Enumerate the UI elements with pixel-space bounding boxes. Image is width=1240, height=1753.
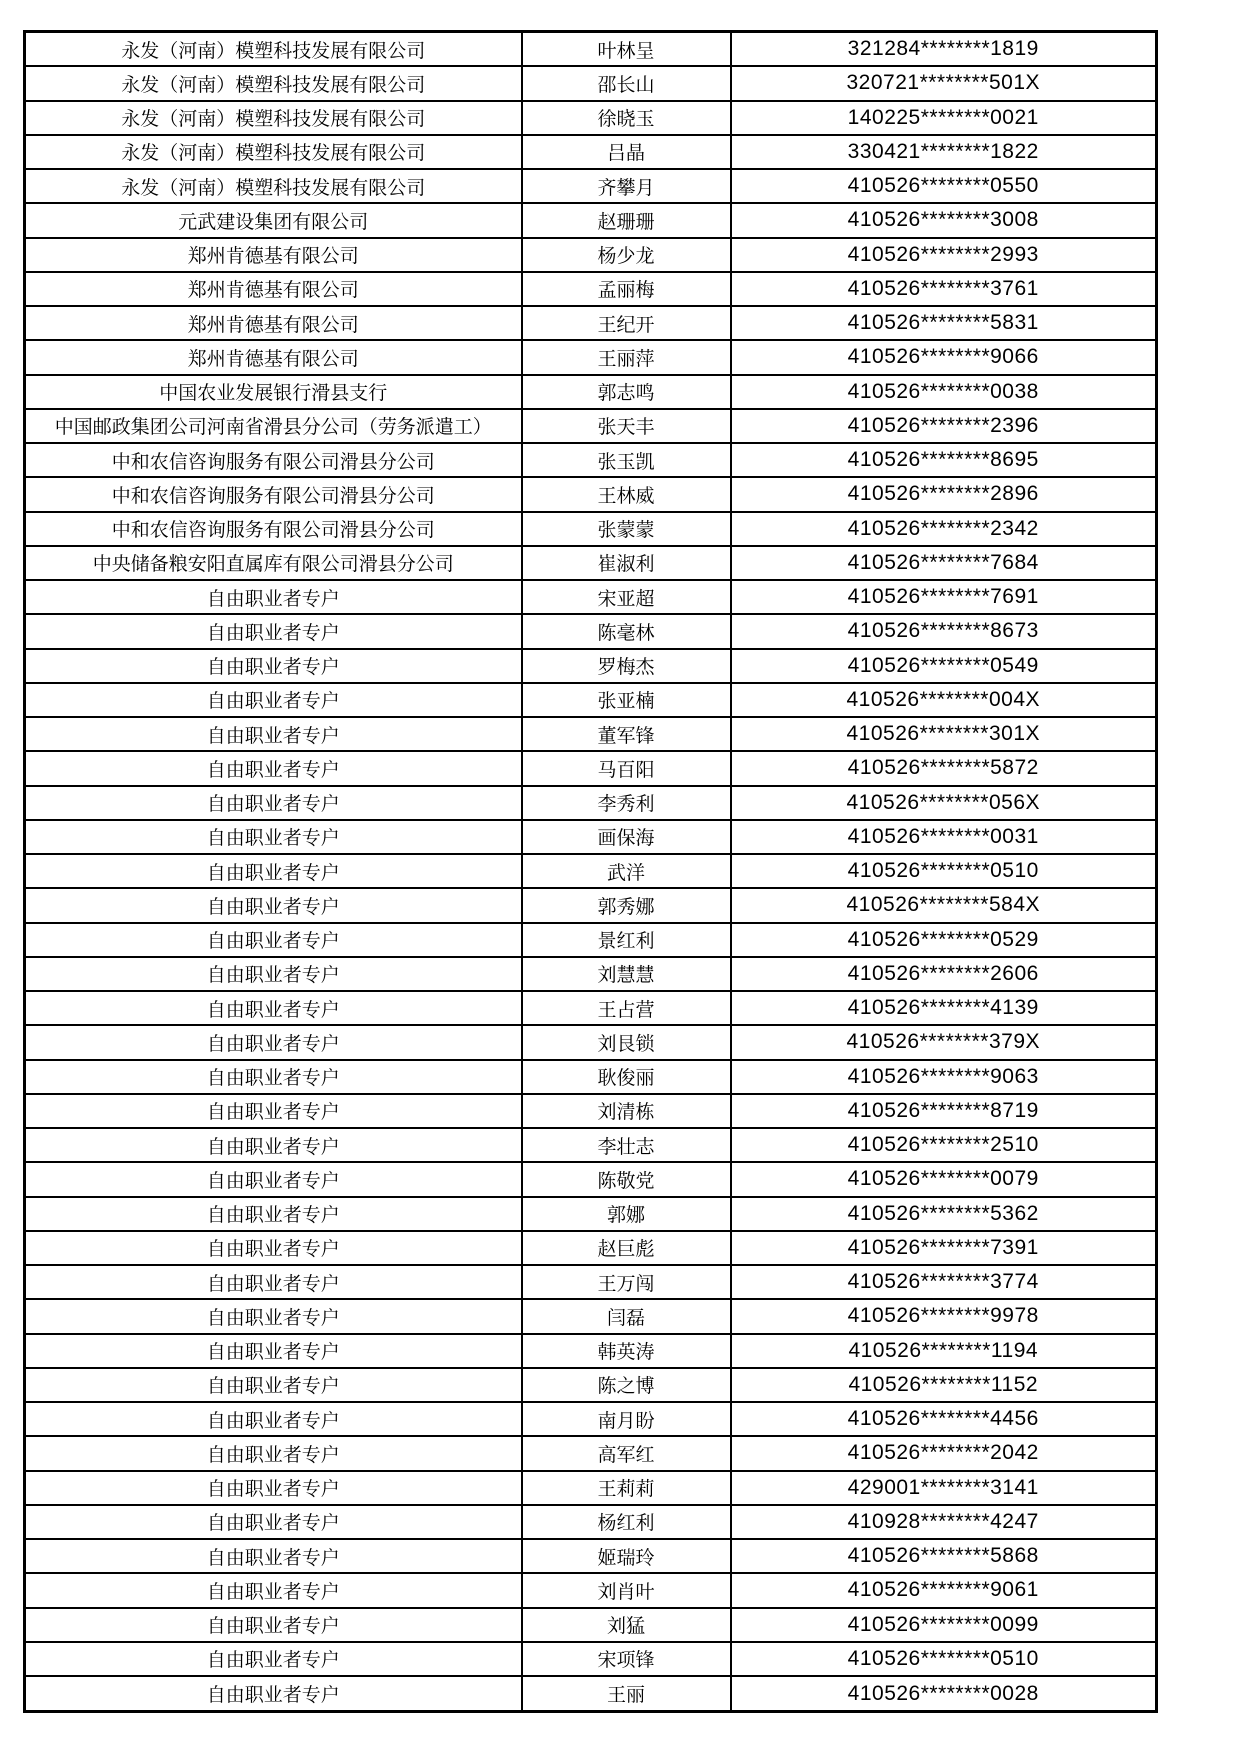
id-number-cell: 410526********0510 [731, 854, 1157, 888]
table-row [25, 306, 1157, 340]
table-row [25, 1334, 1157, 1368]
table-row [25, 409, 1157, 443]
person-name-cell: 刘猛 [522, 1608, 731, 1642]
id-number-cell: 410526********2042 [731, 1436, 1157, 1470]
company-name-cell: 自由职业者专户 [25, 614, 522, 648]
person-name-cell: 邵长山 [522, 66, 731, 100]
table-row [25, 512, 1157, 546]
table-row [25, 375, 1157, 409]
id-number-cell: 410526********4456 [731, 1402, 1157, 1436]
table-row [25, 1162, 1157, 1196]
id-number-cell: 410526********3761 [731, 272, 1157, 306]
person-name-cell: 宋项锋 [522, 1642, 731, 1676]
id-number-cell: 410526********5362 [731, 1197, 1157, 1231]
person-name-cell: 李壮志 [522, 1128, 731, 1162]
person-name-cell: 南月盼 [522, 1402, 731, 1436]
company-name-cell: 自由职业者专户 [25, 1573, 522, 1607]
person-name-cell: 徐晓玉 [522, 101, 731, 135]
table-row [25, 1368, 1157, 1402]
roster-table [23, 30, 1158, 1713]
person-name-cell: 杨红利 [522, 1505, 731, 1539]
company-name-cell: 自由职业者专户 [25, 1402, 522, 1436]
roster-table-body [25, 32, 1157, 1712]
person-name-cell: 齐攀月 [522, 169, 731, 203]
company-name-cell: 郑州肯德基有限公司 [25, 238, 522, 272]
id-number-cell: 410526********8719 [731, 1094, 1157, 1128]
id-number-cell: 410526********8673 [731, 614, 1157, 648]
person-name-cell: 赵珊珊 [522, 203, 731, 237]
id-number-cell: 410526********056X [731, 786, 1157, 820]
person-name-cell: 画保海 [522, 820, 731, 854]
id-number-cell: 410526********7691 [731, 580, 1157, 614]
person-name-cell: 王占营 [522, 991, 731, 1025]
id-number-cell: 410526********004X [731, 683, 1157, 717]
company-name-cell: 自由职业者专户 [25, 820, 522, 854]
company-name-cell: 自由职业者专户 [25, 957, 522, 991]
company-name-cell: 自由职业者专户 [25, 1334, 522, 1368]
company-name-cell: 自由职业者专户 [25, 751, 522, 785]
person-name-cell: 宋亚超 [522, 580, 731, 614]
id-number-cell: 410526********584X [731, 888, 1157, 922]
table-row [25, 1642, 1157, 1676]
table-row [25, 786, 1157, 820]
company-name-cell: 自由职业者专户 [25, 1436, 522, 1470]
person-name-cell: 陈敬党 [522, 1162, 731, 1196]
table-row [25, 614, 1157, 648]
company-name-cell: 自由职业者专户 [25, 1265, 522, 1299]
id-number-cell: 410526********0510 [731, 1642, 1157, 1676]
id-number-cell: 410526********3008 [731, 203, 1157, 237]
person-name-cell: 张蒙蒙 [522, 512, 731, 546]
table-row [25, 1299, 1157, 1333]
company-name-cell: 中国邮政集团公司河南省滑县分公司（劳务派遣工） [25, 409, 522, 443]
company-name-cell: 自由职业者专户 [25, 923, 522, 957]
table-row [25, 1060, 1157, 1094]
table-row [25, 135, 1157, 169]
person-name-cell: 孟丽梅 [522, 272, 731, 306]
person-name-cell: 耿俊丽 [522, 1060, 731, 1094]
id-number-cell: 140225********0021 [731, 101, 1157, 135]
table-row [25, 66, 1157, 100]
company-name-cell: 自由职业者专户 [25, 1231, 522, 1265]
id-number-cell: 410526********2993 [731, 238, 1157, 272]
table-row [25, 1505, 1157, 1539]
company-name-cell: 中央储备粮安阳直属库有限公司滑县分公司 [25, 546, 522, 580]
id-number-cell: 410526********0038 [731, 375, 1157, 409]
person-name-cell: 姬瑞玲 [522, 1539, 731, 1573]
table-row [25, 1676, 1157, 1711]
table-row [25, 717, 1157, 751]
company-name-cell: 自由职业者专户 [25, 1539, 522, 1573]
id-number-cell: 321284********1819 [731, 32, 1157, 67]
company-name-cell: 永发（河南）模塑科技发展有限公司 [25, 32, 522, 67]
company-name-cell: 永发（河南）模塑科技发展有限公司 [25, 101, 522, 135]
person-name-cell: 刘艮锁 [522, 1025, 731, 1059]
id-number-cell: 410526********2510 [731, 1128, 1157, 1162]
id-number-cell: 410526********0099 [731, 1608, 1157, 1642]
table-row [25, 888, 1157, 922]
company-name-cell: 自由职业者专户 [25, 1642, 522, 1676]
person-name-cell: 王纪开 [522, 306, 731, 340]
company-name-cell: 自由职业者专户 [25, 1368, 522, 1402]
table-row [25, 1573, 1157, 1607]
id-number-cell: 320721********501X [731, 66, 1157, 100]
company-name-cell: 自由职业者专户 [25, 1299, 522, 1333]
person-name-cell: 赵巨彪 [522, 1231, 731, 1265]
person-name-cell: 景红利 [522, 923, 731, 957]
table-row [25, 1025, 1157, 1059]
id-number-cell: 410526********5868 [731, 1539, 1157, 1573]
person-name-cell: 杨少龙 [522, 238, 731, 272]
id-number-cell: 410526********7391 [731, 1231, 1157, 1265]
id-number-cell: 410526********2606 [731, 957, 1157, 991]
table-row [25, 1539, 1157, 1573]
id-number-cell: 410526********4139 [731, 991, 1157, 1025]
company-name-cell: 自由职业者专户 [25, 1025, 522, 1059]
company-name-cell: 自由职业者专户 [25, 683, 522, 717]
id-number-cell: 410526********9061 [731, 1573, 1157, 1607]
table-row [25, 923, 1157, 957]
person-name-cell: 李秀利 [522, 786, 731, 820]
id-number-cell: 429001********3141 [731, 1471, 1157, 1505]
id-number-cell: 410526********0529 [731, 923, 1157, 957]
id-number-cell: 410526********0079 [731, 1162, 1157, 1196]
company-name-cell: 自由职业者专户 [25, 717, 522, 751]
id-number-cell: 410526********9066 [731, 340, 1157, 374]
person-name-cell: 王丽萍 [522, 340, 731, 374]
person-name-cell: 郭秀娜 [522, 888, 731, 922]
person-name-cell: 王莉莉 [522, 1471, 731, 1505]
company-name-cell: 自由职业者专户 [25, 1162, 522, 1196]
id-number-cell: 410526********2896 [731, 477, 1157, 511]
person-name-cell: 闫磊 [522, 1299, 731, 1333]
company-name-cell: 自由职业者专户 [25, 649, 522, 683]
company-name-cell: 自由职业者专户 [25, 580, 522, 614]
person-name-cell: 马百阳 [522, 751, 731, 785]
company-name-cell: 中国农业发展银行滑县支行 [25, 375, 522, 409]
company-name-cell: 元武建设集团有限公司 [25, 203, 522, 237]
person-name-cell: 吕晶 [522, 135, 731, 169]
id-number-cell: 410526********9063 [731, 1060, 1157, 1094]
id-number-cell: 410526********7684 [731, 546, 1157, 580]
table-row [25, 991, 1157, 1025]
table-row [25, 238, 1157, 272]
table-row [25, 1436, 1157, 1470]
person-name-cell: 张亚楠 [522, 683, 731, 717]
table-row [25, 1608, 1157, 1642]
table-row [25, 854, 1157, 888]
person-name-cell: 张玉凯 [522, 443, 731, 477]
company-name-cell: 郑州肯德基有限公司 [25, 306, 522, 340]
company-name-cell: 自由职业者专户 [25, 1094, 522, 1128]
table-row [25, 340, 1157, 374]
person-name-cell: 王林威 [522, 477, 731, 511]
id-number-cell: 410526********8695 [731, 443, 1157, 477]
id-number-cell: 410928********4247 [731, 1505, 1157, 1539]
table-row [25, 1402, 1157, 1436]
person-name-cell: 郭娜 [522, 1197, 731, 1231]
person-name-cell: 陈毫林 [522, 614, 731, 648]
person-name-cell: 高军红 [522, 1436, 731, 1470]
company-name-cell: 自由职业者专户 [25, 991, 522, 1025]
person-name-cell: 武洋 [522, 854, 731, 888]
company-name-cell: 自由职业者专户 [25, 1676, 522, 1711]
id-number-cell: 410526********379X [731, 1025, 1157, 1059]
person-name-cell: 张天丰 [522, 409, 731, 443]
table-row [25, 101, 1157, 135]
company-name-cell: 自由职业者专户 [25, 1197, 522, 1231]
table-row [25, 649, 1157, 683]
table-row [25, 751, 1157, 785]
table-row [25, 1471, 1157, 1505]
table-row [25, 443, 1157, 477]
person-name-cell: 王万闯 [522, 1265, 731, 1299]
company-name-cell: 郑州肯德基有限公司 [25, 340, 522, 374]
table-row [25, 683, 1157, 717]
table-row [25, 820, 1157, 854]
person-name-cell: 韩英涛 [522, 1334, 731, 1368]
id-number-cell: 410526********0550 [731, 169, 1157, 203]
id-number-cell: 410526********301X [731, 717, 1157, 751]
person-name-cell: 郭志鸣 [522, 375, 731, 409]
id-number-cell: 410526********2342 [731, 512, 1157, 546]
company-name-cell: 永发（河南）模塑科技发展有限公司 [25, 169, 522, 203]
company-name-cell: 自由职业者专户 [25, 854, 522, 888]
id-number-cell: 410526********0031 [731, 820, 1157, 854]
id-number-cell: 410526********0549 [731, 649, 1157, 683]
id-number-cell: 410526********5872 [731, 751, 1157, 785]
table-row [25, 1128, 1157, 1162]
company-name-cell: 自由职业者专户 [25, 1471, 522, 1505]
table-row [25, 32, 1157, 67]
person-name-cell: 罗梅杰 [522, 649, 731, 683]
table-row [25, 477, 1157, 511]
company-name-cell: 中和农信咨询服务有限公司滑县分公司 [25, 512, 522, 546]
id-number-cell: 410526********2396 [731, 409, 1157, 443]
table-row [25, 169, 1157, 203]
table-row [25, 1197, 1157, 1231]
company-name-cell: 自由职业者专户 [25, 1505, 522, 1539]
id-number-cell: 410526********9978 [731, 1299, 1157, 1333]
company-name-cell: 永发（河南）模塑科技发展有限公司 [25, 66, 522, 100]
person-name-cell: 王丽 [522, 1676, 731, 1711]
person-name-cell: 陈之博 [522, 1368, 731, 1402]
table-row [25, 580, 1157, 614]
company-name-cell: 郑州肯德基有限公司 [25, 272, 522, 306]
table-row [25, 1265, 1157, 1299]
id-number-cell: 410526********3774 [731, 1265, 1157, 1299]
company-name-cell: 自由职业者专户 [25, 1060, 522, 1094]
company-name-cell: 自由职业者专户 [25, 1608, 522, 1642]
person-name-cell: 董军锋 [522, 717, 731, 751]
table-row [25, 546, 1157, 580]
company-name-cell: 中和农信咨询服务有限公司滑县分公司 [25, 443, 522, 477]
company-name-cell: 自由职业者专户 [25, 1128, 522, 1162]
table-row [25, 272, 1157, 306]
person-name-cell: 叶林呈 [522, 32, 731, 67]
id-number-cell: 410526********1152 [731, 1368, 1157, 1402]
person-name-cell: 崔淑利 [522, 546, 731, 580]
person-name-cell: 刘慧慧 [522, 957, 731, 991]
table-row [25, 957, 1157, 991]
table-row [25, 1231, 1157, 1265]
id-number-cell: 410526********0028 [731, 1676, 1157, 1711]
person-name-cell: 刘清栋 [522, 1094, 731, 1128]
id-number-cell: 410526********1194 [731, 1334, 1157, 1368]
table-row [25, 203, 1157, 237]
person-name-cell: 刘肖叶 [522, 1573, 731, 1607]
company-name-cell: 中和农信咨询服务有限公司滑县分公司 [25, 477, 522, 511]
company-name-cell: 自由职业者专户 [25, 786, 522, 820]
table-row [25, 1094, 1157, 1128]
company-name-cell: 永发（河南）模塑科技发展有限公司 [25, 135, 522, 169]
id-number-cell: 410526********5831 [731, 306, 1157, 340]
company-name-cell: 自由职业者专户 [25, 888, 522, 922]
id-number-cell: 330421********1822 [731, 135, 1157, 169]
